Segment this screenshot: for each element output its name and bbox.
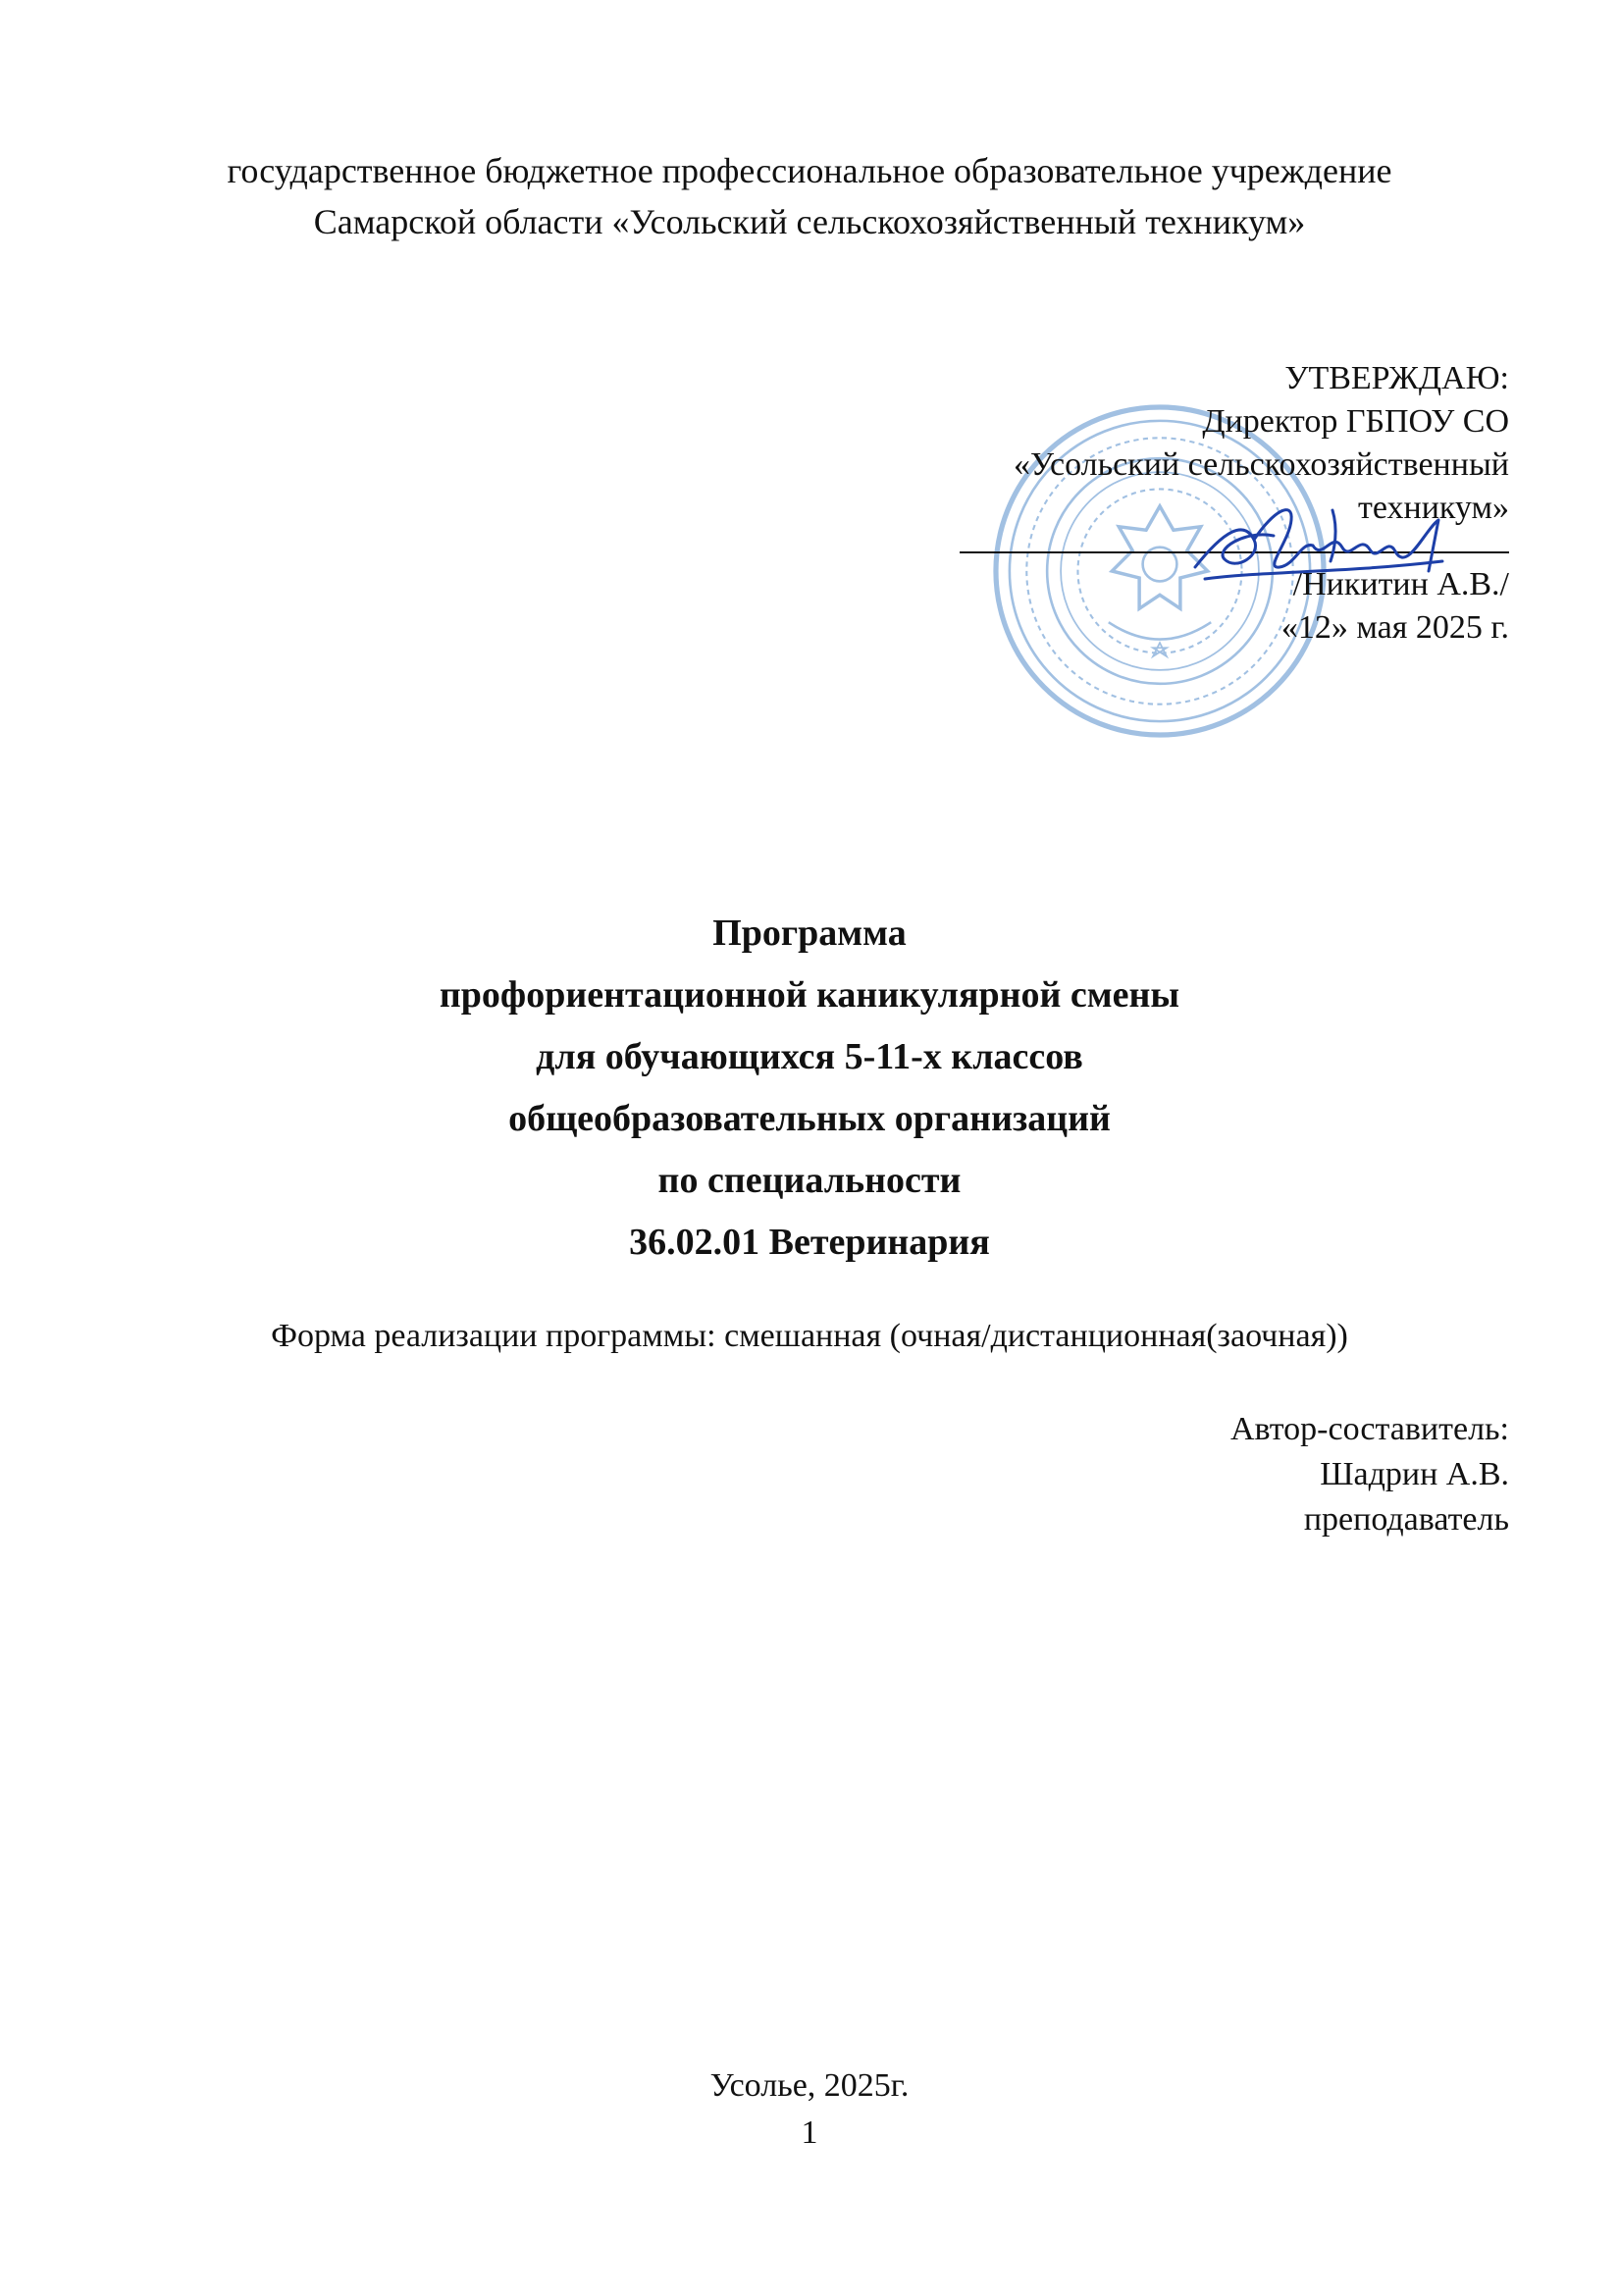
approval-date: «12» мая 2025 г. (1280, 609, 1509, 646)
approval-block (901, 357, 1509, 650)
approval-org-line-1: «Усольский сельскохозяйственный (1013, 446, 1509, 483)
place-year: Усолье, 2025г. (709, 2067, 910, 2104)
title-line-4: общеобразовательных организаций (508, 1098, 1111, 1139)
title-line-3: для обучающихся 5-11-х классов (536, 1036, 1083, 1077)
title-line-5: по специальности (657, 1160, 962, 1201)
author-name: Шадрин А.В. (1320, 1456, 1509, 1492)
document-footer (0, 2062, 1619, 2157)
approval-org-line-2: техникум» (1358, 490, 1509, 526)
institution-header (0, 145, 1619, 247)
program-title-block (0, 903, 1619, 1274)
approval-heading: УТВЕРЖДАЮ: (1284, 360, 1509, 396)
implementation-form: Форма реализации программы: смешанная (очная/дистанционная(заочная)) (271, 1318, 1348, 1354)
signature-line (960, 536, 1509, 553)
institution-line-2: Самарской области «Усольский сельскохозяйственный техникум» (313, 202, 1306, 241)
title-line-6: 36.02.01 Ветеринария (629, 1222, 990, 1263)
approval-position: Директор ГБПОУ СО (1202, 403, 1509, 440)
author-block (920, 1407, 1509, 1542)
author-role: преподаватель (1303, 1501, 1509, 1538)
page-number: 1 (801, 2114, 818, 2151)
author-label: Автор-составитель: (1229, 1411, 1509, 1447)
title-line-2: профориентационной каникулярной смены (439, 974, 1180, 1016)
title-line-1: Программа (712, 913, 907, 954)
approval-signatory: /Никитин А.В./ (1292, 566, 1509, 602)
institution-line-1: государственное бюджетное профессиональное образовательное учреждение (227, 151, 1392, 190)
